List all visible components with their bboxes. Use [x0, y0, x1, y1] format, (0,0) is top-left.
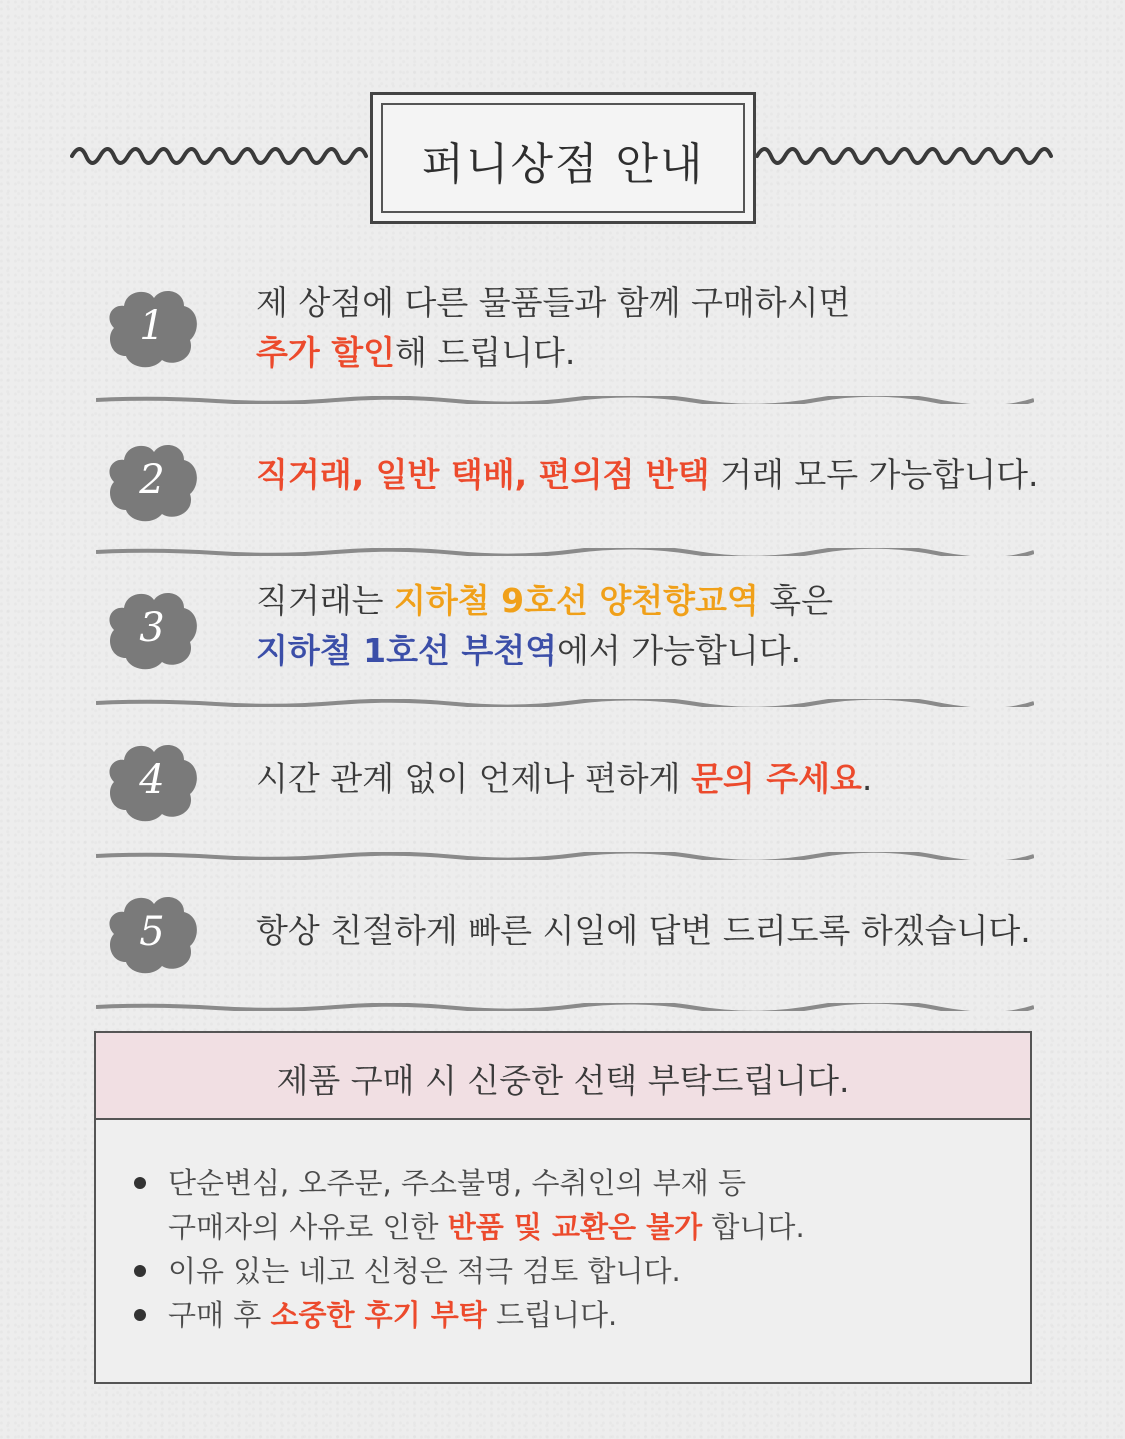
list-item — [132, 1293, 805, 1337]
plain-text: 합니다. — [702, 1210, 805, 1244]
notice-list — [132, 1161, 805, 1337]
number-badge-2 — [104, 438, 200, 524]
badge-number: 2 — [139, 457, 165, 503]
item-1-line-1: 제 상점에 다른 물품들과 함께 구매하시면 — [256, 283, 851, 322]
plain-text: 구매자의 사유로 인한 — [168, 1210, 448, 1244]
number-badge-3 — [104, 586, 200, 672]
bullet-icon — [134, 1265, 146, 1277]
plain-text: 시간 관계 없이 언제나 편하게 — [256, 759, 691, 798]
item-text — [256, 576, 833, 676]
divider-3 — [96, 699, 1034, 707]
bullet-1-line-2 — [168, 1205, 805, 1249]
plain-text: 에서 가능합니다. — [556, 631, 802, 670]
page-title: 퍼니상점 안내 — [421, 139, 705, 190]
item-text — [256, 278, 850, 378]
item-text — [256, 754, 872, 804]
highlight-text: 소중한 후기 부탁 — [270, 1298, 487, 1332]
bullet-icon — [134, 1309, 146, 1321]
plain-text: 드립니다. — [486, 1298, 618, 1332]
plain-text: 거래 모두 가능합니다. — [709, 455, 1039, 494]
plain-text: 구매 후 — [168, 1298, 271, 1332]
notice-title: 제품 구매 시 신중한 선택 부탁드립니다. — [276, 1061, 850, 1100]
list-item — [132, 1161, 805, 1249]
highlight-text: 문의 주세요 — [691, 759, 862, 798]
item-3-line-1 — [256, 576, 833, 626]
highlight-text: 직거래, 일반 택배, 편의점 반택 — [256, 455, 710, 494]
badge-number: 3 — [139, 605, 165, 651]
highlight-text: 지하철 1호선 부천역 — [256, 631, 557, 670]
scribble-left-decoration — [70, 138, 370, 174]
item-text: 항상 친절하게 빠른 시일에 답변 드리도록 하겠습니다. — [256, 911, 1031, 950]
list-item — [132, 1249, 805, 1293]
divider-2 — [96, 548, 1034, 556]
divider-1 — [96, 396, 1034, 404]
number-badge-1 — [104, 284, 200, 370]
bullet-1-line-1: 단순변심, 오주문, 주소불명, 수취인의 부재 등 — [168, 1166, 746, 1200]
highlight-text: 추가 할인 — [256, 333, 396, 372]
bullet-2-text: 이유 있는 네고 신청은 적극 검토 합니다. — [168, 1254, 681, 1288]
notice-header — [96, 1033, 1030, 1120]
notice-box — [94, 1031, 1032, 1384]
scribble-right-decoration — [755, 138, 1055, 174]
item-text — [256, 450, 1038, 500]
badge-number: 1 — [139, 303, 165, 349]
highlight-text: 지하철 9호선 양천향교역 — [394, 581, 759, 620]
plain-text: 직거래는 — [256, 581, 395, 620]
divider-4 — [96, 852, 1034, 860]
highlight-text: 반품 및 교환은 불가 — [447, 1210, 703, 1244]
badge-number: 4 — [139, 757, 165, 803]
plain-text: . — [861, 759, 873, 798]
bullet-icon — [134, 1177, 146, 1189]
title-frame — [370, 92, 756, 224]
divider-5 — [96, 1003, 1034, 1011]
item-3-line-2 — [256, 626, 833, 676]
plain-text: 혹은 — [758, 581, 833, 620]
plain-text: 해 드립니다. — [395, 333, 576, 372]
item-1-line-2 — [256, 328, 850, 378]
badge-number: 5 — [139, 909, 165, 955]
bullet-3-text — [168, 1293, 805, 1337]
number-badge-5 — [104, 890, 200, 976]
number-badge-4 — [104, 738, 200, 824]
